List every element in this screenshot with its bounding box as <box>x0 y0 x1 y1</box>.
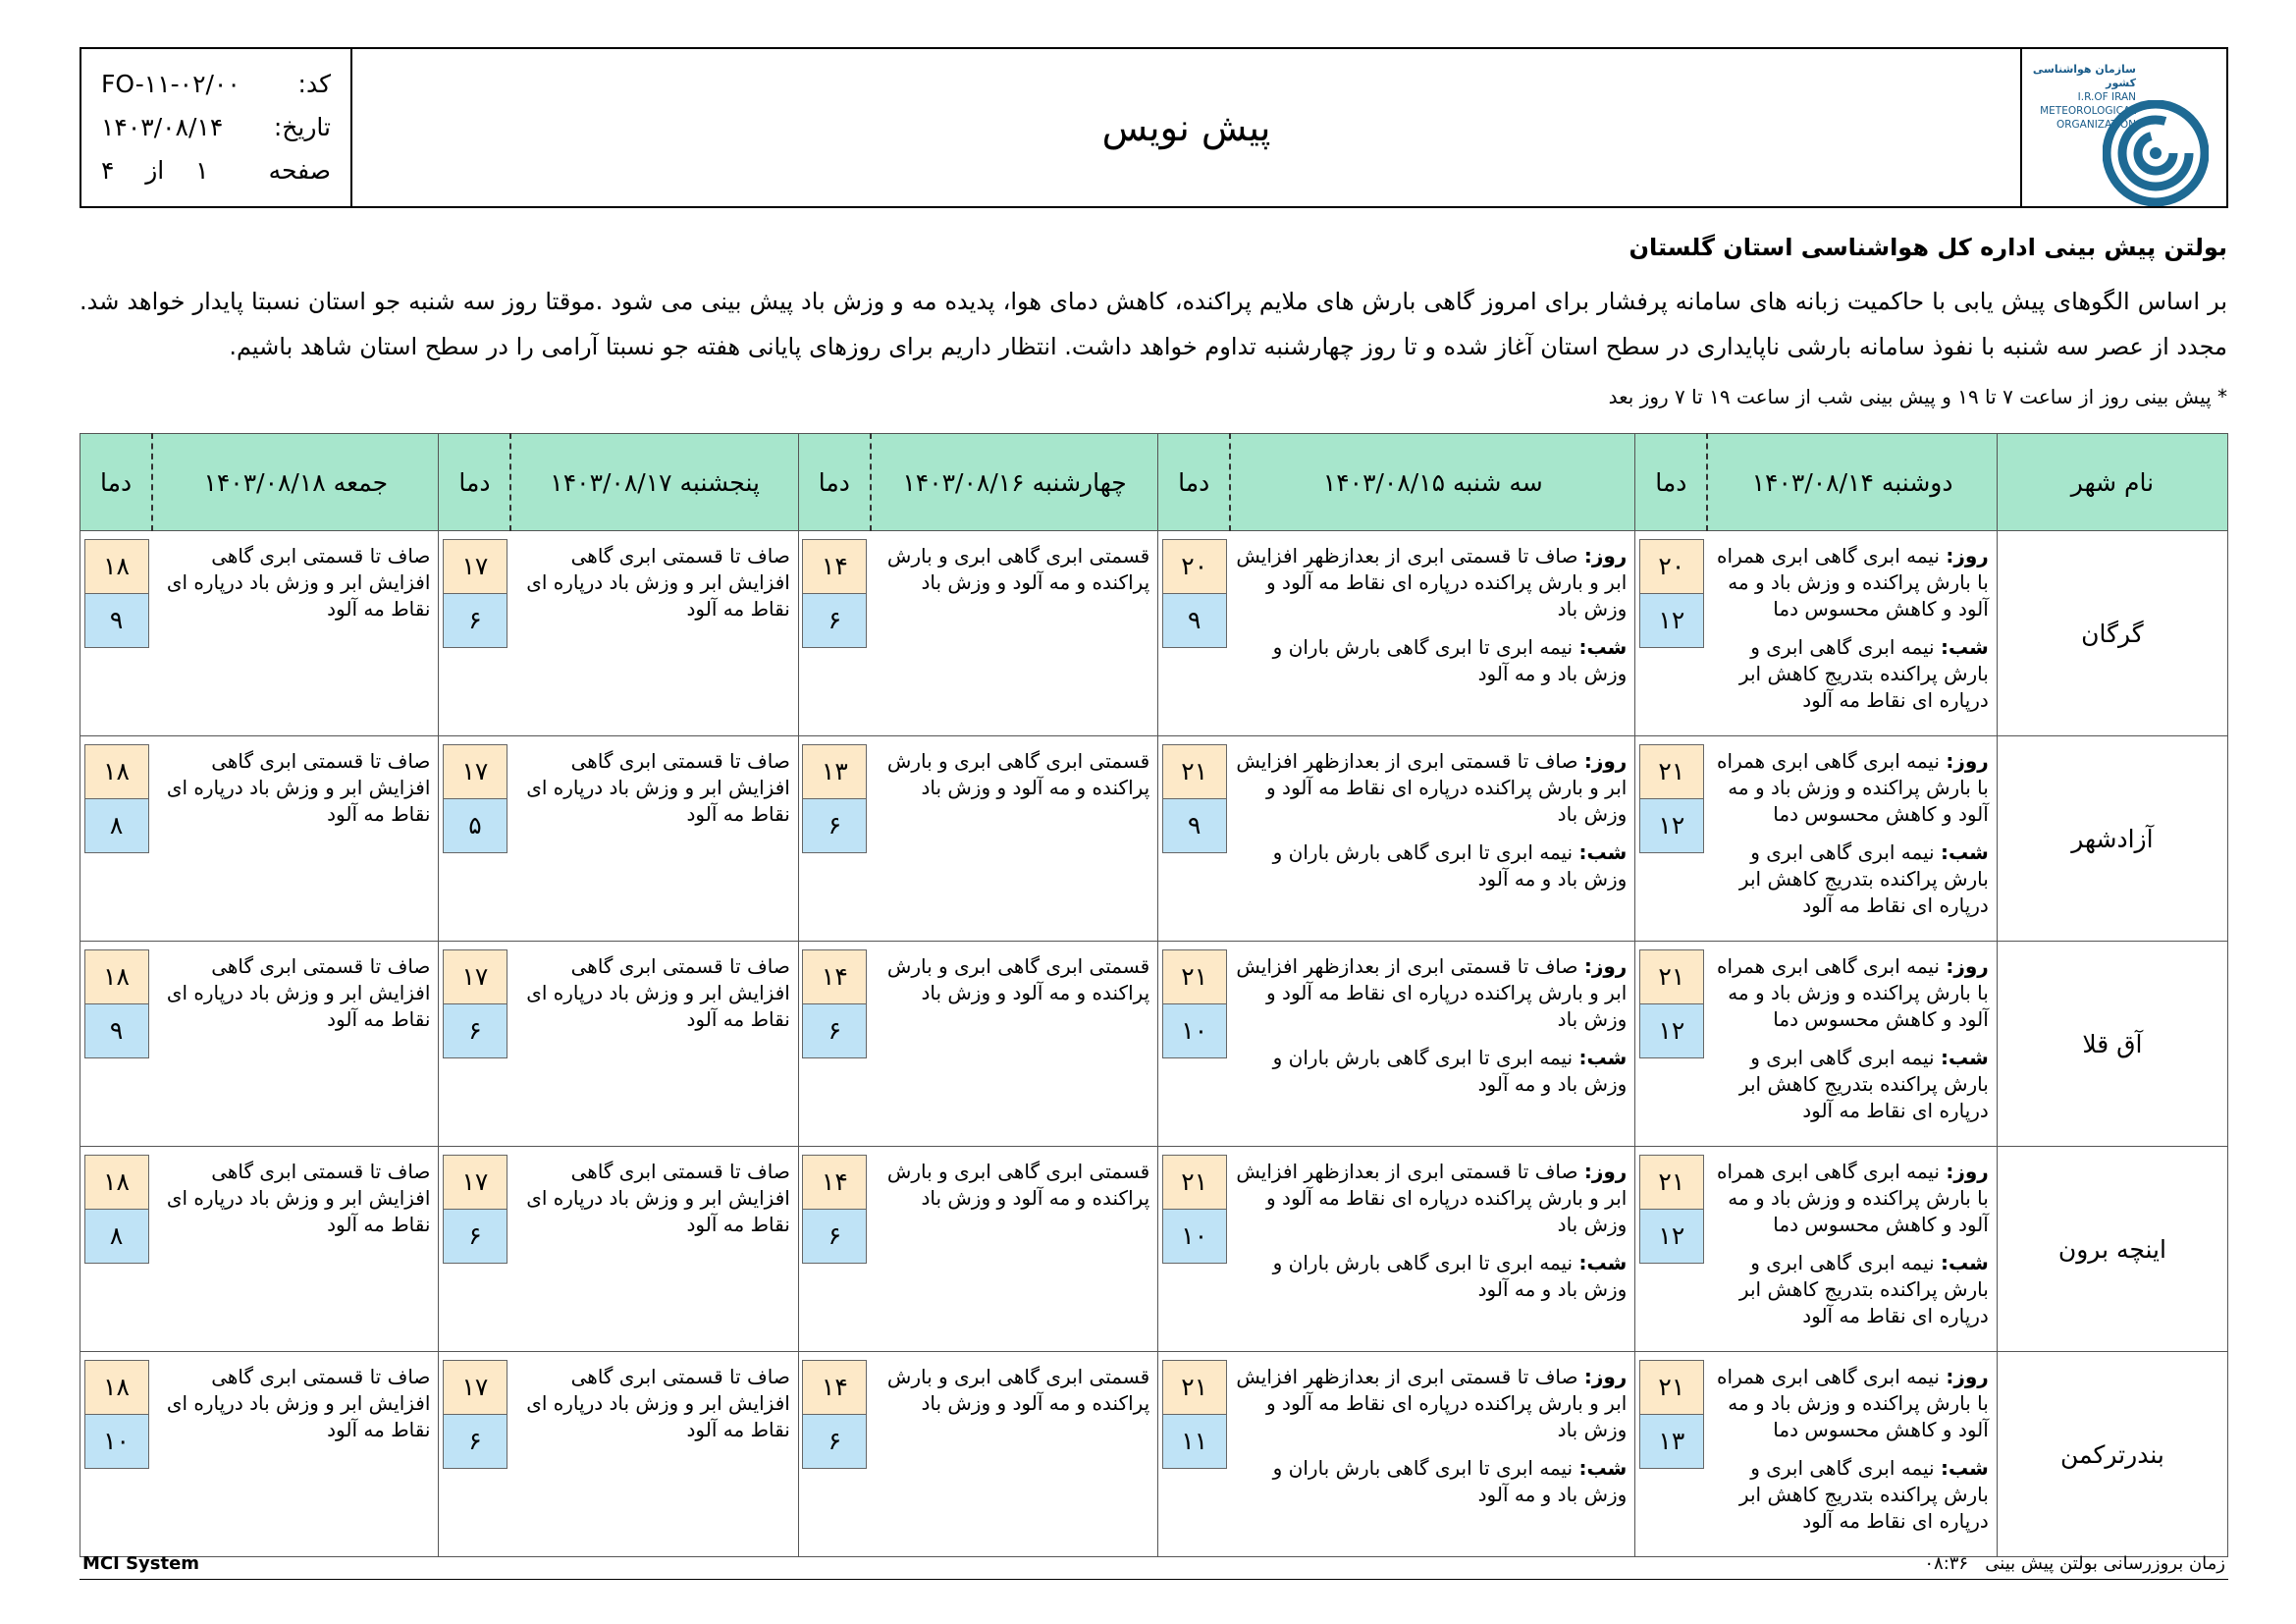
night-forecast: شب: نیمه ابری گاهی ابری و بارش پراکنده بتدریج کاهش ابر درپاره ای نقاط مه آلود <box>1738 1251 1989 1327</box>
min-temp: ۱۲ <box>1639 1003 1704 1058</box>
forecast-text: صاف تا قسمتی ابری گاهی افزایش ابر و وزش باد درپاره ای نقاط مه آلود <box>166 544 431 621</box>
min-temp: ۶ <box>802 798 867 853</box>
temp-cell <box>439 736 510 942</box>
night-forecast: شب: نیمه ابری تا ابری گاهی بارش باران و وزش باد و مه آلود <box>1272 635 1628 685</box>
day-forecast: روز: صاف تا قسمتی ابری از بعدازظهر افزایش ابر و بارش پراکنده درپاره ای نقاط مه آلود و وزش باد <box>1236 544 1628 621</box>
forecast-cell <box>152 1147 439 1352</box>
min-temp: ۱۲ <box>1639 798 1704 853</box>
forecast-cell <box>1707 1147 1997 1352</box>
forecast-text: صاف تا قسمتی ابری گاهی افزایش ابر و وزش باد درپاره ای نقاط مه آلود <box>526 749 790 826</box>
min-temp: ۵ <box>443 798 507 853</box>
forecast-text: صاف تا قسمتی ابری گاهی افزایش ابر و وزش باد درپاره ای نقاط مه آلود <box>166 954 431 1031</box>
max-temp: ۱۷ <box>443 1155 507 1209</box>
city-name: آزادشهر <box>1997 736 2227 942</box>
city-name: آق قلا <box>1997 942 2227 1147</box>
document-header <box>80 47 2228 208</box>
max-temp: ۲۱ <box>1639 1155 1704 1209</box>
day-header: دوشنبه ۱۴۰۳/۰۸/۱۴ <box>1707 434 1997 531</box>
min-temp: ۹ <box>1162 593 1227 648</box>
day-header: پنجشنبه ۱۴۰۳/۰۸/۱۷ <box>510 434 798 531</box>
city-name: اینچه برون <box>1997 1147 2227 1352</box>
day-header: چهارشنبه ۱۴۰۳/۰۸/۱۶ <box>871 434 1158 531</box>
page-number: ۱ از ۴ <box>101 156 209 185</box>
forecast-cell <box>152 942 439 1147</box>
max-temp: ۱۷ <box>443 949 507 1003</box>
temp-cell <box>80 1352 153 1557</box>
day-forecast: روز: نیمه ابری گاهی ابری همراه با بارش پراکنده و وزش باد و مه آلود و کاهش محسوس دما <box>1717 749 1989 826</box>
day-header: جمعه ۱۴۰۳/۰۸/۱۸ <box>152 434 439 531</box>
max-temp: ۱۳ <box>802 744 867 798</box>
forecast-cell <box>152 531 439 736</box>
bulletin-body: بر اساس الگوهای پیش یابی با حاکمیت زبانه های سامانه پرفشار برای امروز گاهی بارش های ملایم پراکنده، کاهش دمای هوا، پدیده مه و وزش باد پیش بینی می شود .موقتا روز سه شنبه جو استان نسبتا پایدار خواهد شد. مجدد از عصر سه شنبه با نفوذ سامانه بارشی ناپایداری در سطح استان آغاز شده و تا روز چهارشنبه تداوم خواهد داشت. انتظار داریم برای روزهای پایانی هفته جو نسبتا آرامی را در سطح استان شاهد باشیم. <box>80 288 2227 360</box>
day-forecast: روز: نیمه ابری گاهی ابری همراه با بارش پراکنده و وزش باد و مه آلود و کاهش محسوس دما <box>1717 954 1989 1031</box>
temp-header: دما <box>80 434 153 531</box>
forecast-text: صاف تا قسمتی ابری گاهی افزایش ابر و وزش باد درپاره ای نقاط مه آلود <box>166 1160 431 1236</box>
max-temp: ۱۸ <box>84 744 149 798</box>
forecast-cell <box>1707 942 1997 1147</box>
temp-cell <box>798 942 870 1147</box>
temp-cell <box>1635 736 1707 942</box>
max-temp: ۱۸ <box>84 1360 149 1414</box>
min-temp: ۶ <box>802 1414 867 1469</box>
night-forecast: شب: نیمه ابری گاهی ابری و بارش پراکنده بتدریج کاهش ابر درپاره ای نقاط مه آلود <box>1738 1456 1989 1533</box>
day-forecast: روز: صاف تا قسمتی ابری از بعدازظهر افزایش ابر و بارش پراکنده درپاره ای نقاط مه آلود و وزش باد <box>1236 1160 1628 1236</box>
day-forecast: روز: صاف تا قسمتی ابری از بعدازظهر افزایش ابر و بارش پراکنده درپاره ای نقاط مه آلود و وزش باد <box>1236 749 1628 826</box>
logo-box <box>2020 49 2226 206</box>
forecast-text: قسمتی ابری گاهی ابری و بارش پراکنده و مه آلود و وزش باد <box>886 1160 1150 1210</box>
max-temp: ۱۴ <box>802 1360 867 1414</box>
temp-cell <box>80 942 153 1147</box>
temp-cell <box>1635 942 1707 1147</box>
min-temp: ۸ <box>84 1209 149 1264</box>
table-row <box>80 736 2228 942</box>
min-temp: ۱۲ <box>1639 1209 1704 1264</box>
temp-cell <box>439 1147 510 1352</box>
forecast-cell <box>1707 736 1997 942</box>
night-forecast: شب: نیمه ابری گاهی ابری و بارش پراکنده بتدریج کاهش ابر درپاره ای نقاط مه آلود <box>1738 840 1989 917</box>
max-temp: ۲۱ <box>1639 949 1704 1003</box>
temp-cell <box>80 531 153 736</box>
temp-cell <box>798 736 870 942</box>
date-label: تاریخ: <box>273 113 331 141</box>
forecast-cell <box>510 1352 798 1557</box>
temp-cell <box>1158 1352 1230 1557</box>
temp-cell <box>798 1147 870 1352</box>
forecast-cell <box>152 1352 439 1557</box>
night-forecast: شب: نیمه ابری تا ابری گاهی بارش باران و وزش باد و مه آلود <box>1272 840 1628 891</box>
min-temp: ۹ <box>1162 798 1227 853</box>
max-temp: ۲۱ <box>1162 744 1227 798</box>
min-temp: ۶ <box>443 1209 507 1264</box>
footer-divider <box>80 1579 2228 1580</box>
date-value: ۱۴۰۳/۰۸/۱۴ <box>101 113 224 141</box>
night-forecast: شب: نیمه ابری گاهی ابری و بارش پراکنده بتدریج کاهش ابر درپاره ای نقاط مه آلود <box>1738 1046 1989 1122</box>
forecast-table <box>80 433 2228 1557</box>
city-name: گرگان <box>1997 531 2227 736</box>
night-forecast: شب: نیمه ابری گاهی ابری و بارش پراکنده بتدریج کاهش ابر درپاره ای نقاط مه آلود <box>1738 635 1989 712</box>
temp-cell <box>1158 1147 1230 1352</box>
temp-cell <box>1158 736 1230 942</box>
min-temp: ۱۰ <box>84 1414 149 1469</box>
max-temp: ۲۱ <box>1162 1360 1227 1414</box>
forecast-cell <box>1230 531 1635 736</box>
min-temp: ۶ <box>443 1003 507 1058</box>
temp-cell <box>439 942 510 1147</box>
max-temp: ۱۸ <box>84 539 149 593</box>
max-temp: ۲۰ <box>1162 539 1227 593</box>
max-temp: ۲۱ <box>1639 1360 1704 1414</box>
temp-cell <box>798 531 870 736</box>
table-header-row <box>80 434 2228 531</box>
max-temp: ۱۷ <box>443 539 507 593</box>
forecast-time-note: * پیش بینی روز از ساعت ۷ تا ۱۹ و پیش بینی شب از ساعت ۱۹ تا ۷ روز بعد <box>1608 385 2227 408</box>
forecast-text: قسمتی ابری گاهی ابری و بارش پراکنده و مه آلود و وزش باد <box>886 1365 1150 1415</box>
temp-cell <box>80 736 153 942</box>
forecast-cell <box>1230 1352 1635 1557</box>
night-forecast: شب: نیمه ابری تا ابری گاهی بارش باران و وزش باد و مه آلود <box>1272 1456 1628 1506</box>
min-temp: ۶ <box>443 1414 507 1469</box>
forecast-cell <box>510 1147 798 1352</box>
min-temp: ۹ <box>84 593 149 648</box>
forecast-cell <box>871 942 1158 1147</box>
max-temp: ۱۷ <box>443 1360 507 1414</box>
min-temp: ۶ <box>802 593 867 648</box>
temp-header: دما <box>1158 434 1230 531</box>
day-forecast: روز: نیمه ابری گاهی ابری همراه با بارش پراکنده و وزش باد و مه آلود و کاهش محسوس دما <box>1717 1365 1989 1441</box>
meteorological-organization-logo-icon <box>2103 100 2209 206</box>
forecast-text: صاف تا قسمتی ابری گاهی افزایش ابر و وزش باد درپاره ای نقاط مه آلود <box>166 749 431 826</box>
page-label: صفحه <box>268 156 331 185</box>
min-temp: ۶ <box>443 593 507 648</box>
day-forecast: روز: صاف تا قسمتی ابری از بعدازظهر افزایش ابر و بارش پراکنده درپاره ای نقاط مه آلود و وزش باد <box>1236 1365 1628 1441</box>
min-temp: ۱۳ <box>1639 1414 1704 1469</box>
min-temp: ۱۱ <box>1162 1414 1227 1469</box>
temp-header: دما <box>439 434 510 531</box>
temp-cell <box>1635 1352 1707 1557</box>
max-temp: ۱۴ <box>802 539 867 593</box>
temp-cell <box>80 1147 153 1352</box>
max-temp: ۱۴ <box>802 1155 867 1209</box>
day-forecast: روز: صاف تا قسمتی ابری از بعدازظهر افزایش ابر و بارش پراکنده درپاره ای نقاط مه آلود و وزش باد <box>1236 954 1628 1031</box>
forecast-text: قسمتی ابری گاهی ابری و بارش پراکنده و مه آلود و وزش باد <box>886 544 1150 594</box>
forecast-text: صاف تا قسمتی ابری گاهی افزایش ابر و وزش باد درپاره ای نقاط مه آلود <box>526 1365 790 1441</box>
forecast-cell <box>871 1352 1158 1557</box>
code-label: کد: <box>297 70 331 98</box>
min-temp: ۱۲ <box>1639 593 1704 648</box>
forecast-text: قسمتی ابری گاهی ابری و بارش پراکنده و مه آلود و وزش باد <box>886 954 1150 1004</box>
forecast-cell <box>510 736 798 942</box>
logo-text: سازمان هواشناسی کشور I.R.OF IRAN METEOROLOGICAL ORGANIZATION <box>2032 63 2136 131</box>
min-temp: ۹ <box>84 1003 149 1058</box>
temp-cell <box>798 1352 870 1557</box>
max-temp: ۱۴ <box>802 949 867 1003</box>
min-temp: ۶ <box>802 1209 867 1264</box>
forecast-cell <box>152 736 439 942</box>
max-temp: ۱۸ <box>84 1155 149 1209</box>
min-temp: ۱۰ <box>1162 1003 1227 1058</box>
forecast-text: صاف تا قسمتی ابری گاهی افزایش ابر و وزش باد درپاره ای نقاط مه آلود <box>526 954 790 1031</box>
bulletin <box>80 224 2227 369</box>
temp-header: دما <box>798 434 870 531</box>
forecast-cell <box>1230 942 1635 1147</box>
max-temp: ۱۸ <box>84 949 149 1003</box>
temp-cell <box>439 1352 510 1557</box>
min-temp: ۶ <box>802 1003 867 1058</box>
night-forecast: شب: نیمه ابری تا ابری گاهی بارش باران و وزش باد و مه آلود <box>1272 1046 1628 1096</box>
table-row <box>80 531 2228 736</box>
forecast-text: قسمتی ابری گاهی ابری و بارش پراکنده و مه آلود و وزش باد <box>886 749 1150 799</box>
forecast-cell <box>510 531 798 736</box>
forecast-cell <box>871 531 1158 736</box>
forecast-cell <box>871 1147 1158 1352</box>
city-name: بندرترکمن <box>1997 1352 2227 1557</box>
temp-cell <box>1158 942 1230 1147</box>
code-value: FO-۱۱-۰۲/۰۰ <box>101 70 240 98</box>
footer-system: MCI System <box>82 1553 200 1574</box>
forecast-cell <box>1707 1352 1997 1557</box>
document-code-box <box>81 49 352 206</box>
temp-cell <box>1635 531 1707 736</box>
forecast-text: صاف تا قسمتی ابری گاهی افزایش ابر و وزش باد درپاره ای نقاط مه آلود <box>166 1365 431 1441</box>
forecast-cell <box>871 736 1158 942</box>
max-temp: ۲۰ <box>1639 539 1704 593</box>
forecast-cell <box>510 942 798 1147</box>
footer-update: زمان بروزرسانی بولتن پیش بینی ۰۸:۳۶ <box>1924 1553 2225 1574</box>
max-temp: ۲۱ <box>1639 744 1704 798</box>
table-row <box>80 1147 2228 1352</box>
forecast-text: صاف تا قسمتی ابری گاهی افزایش ابر و وزش باد درپاره ای نقاط مه آلود <box>526 544 790 621</box>
forecast-cell <box>1707 531 1997 736</box>
max-temp: ۱۷ <box>443 744 507 798</box>
forecast-cell <box>1230 1147 1635 1352</box>
temp-cell <box>439 531 510 736</box>
table-row <box>80 1352 2228 1557</box>
document-title: پیش نویس <box>1101 106 1271 149</box>
bulletin-title: بولتن پیش بینی اداره کل هواشناسی استان گلستان <box>1629 234 2227 261</box>
max-temp: ۲۱ <box>1162 1155 1227 1209</box>
temp-cell <box>1158 531 1230 736</box>
forecast-cell <box>1230 736 1635 942</box>
day-header: سه شنبه ۱۴۰۳/۰۸/۱۵ <box>1230 434 1635 531</box>
temp-cell <box>1635 1147 1707 1352</box>
day-forecast: روز: نیمه ابری گاهی ابری همراه با بارش پراکنده و وزش باد و مه آلود و کاهش محسوس دما <box>1717 1160 1989 1236</box>
day-forecast: روز: نیمه ابری گاهی ابری همراه با بارش پراکنده و وزش باد و مه آلود و کاهش محسوس دما <box>1717 544 1989 621</box>
night-forecast: شب: نیمه ابری تا ابری گاهی بارش باران و وزش باد و مه آلود <box>1272 1251 1628 1301</box>
city-header: نام شهر <box>1997 434 2227 531</box>
min-temp: ۱۰ <box>1162 1209 1227 1264</box>
table-row <box>80 942 2228 1147</box>
forecast-text: صاف تا قسمتی ابری گاهی افزایش ابر و وزش باد درپاره ای نقاط مه آلود <box>526 1160 790 1236</box>
min-temp: ۸ <box>84 798 149 853</box>
max-temp: ۲۱ <box>1162 949 1227 1003</box>
temp-header: دما <box>1635 434 1707 531</box>
